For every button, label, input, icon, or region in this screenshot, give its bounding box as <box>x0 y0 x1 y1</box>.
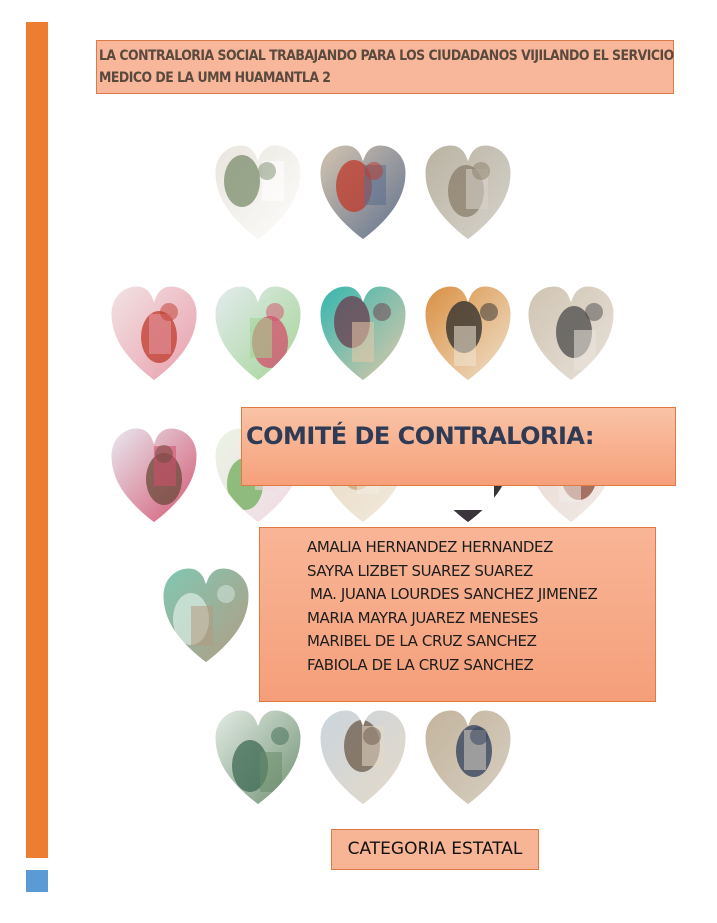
heart-photo-5 <box>212 281 304 387</box>
category-badge <box>331 829 539 870</box>
accent-square <box>26 870 48 892</box>
heart-photo-14 <box>160 563 252 669</box>
member-name: AMALIA HERNANDEZ HERNANDEZ <box>307 538 554 556</box>
member-name: MA. JUANA LOURDES SANCHEZ JIMENEZ <box>310 585 598 603</box>
committee-title: COMITÉ DE CONTRALORIA: <box>246 422 595 450</box>
committee-members-box <box>259 527 656 702</box>
page-title: LA CONTRALORIA SOCIAL TRABAJANDO PARA LOS CIUDADANOS VIJILANDO EL SERVICIO MEDICO DE LA UMM HUAMANTLA 2 <box>99 48 674 86</box>
committee-banner <box>241 407 676 486</box>
white-label-patch <box>434 486 494 510</box>
heart-photo-17 <box>422 705 514 811</box>
accent-side-bar <box>26 22 48 858</box>
category-label: CATEGORIA ESTATAL <box>347 839 523 859</box>
title-banner <box>96 40 674 94</box>
heart-photo-6 <box>317 281 409 387</box>
heart-photo-1 <box>212 140 304 246</box>
heart-photo-8 <box>525 281 617 387</box>
heart-photo-16 <box>317 705 409 811</box>
heart-photo-2 <box>317 140 409 246</box>
member-name: MARIBEL DE LA CRUZ SANCHEZ <box>307 632 537 650</box>
member-name: MARIA MAYRA JUAREZ MENESES <box>307 608 538 627</box>
heart-photo-3 <box>422 140 514 246</box>
heart-photo-15 <box>212 705 304 811</box>
heart-photo-4 <box>108 281 200 387</box>
heart-photo-9 <box>108 423 200 529</box>
heart-photo-7 <box>422 281 514 387</box>
member-name: FABIOLA DE LA CRUZ SANCHEZ <box>307 655 534 674</box>
member-name: SAYRA LIZBET SUAREZ SUAREZ <box>307 561 533 580</box>
